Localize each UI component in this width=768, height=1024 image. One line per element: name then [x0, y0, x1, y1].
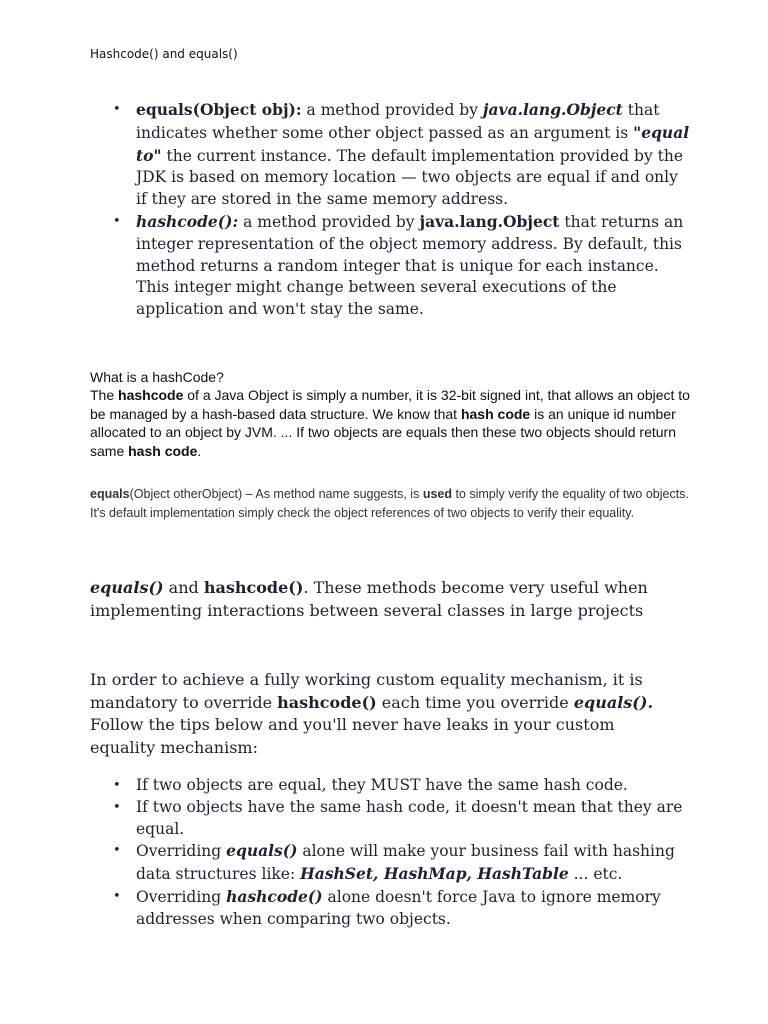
- keyword: hash code: [128, 442, 198, 459]
- text-span: that returns an integer representation of the object memory address. By default, this method returns a random integer that is unique for each instance. This integer might change between several executions of the application and won't stay the same.: [136, 212, 684, 319]
- hashcode-term: hashcode():: [136, 211, 239, 231]
- text-span: is an unique id number allocated to an object by JVM. ... If two objects are equals then these two objects should return same: [90, 405, 676, 459]
- tip-item: [91, 775, 691, 797]
- text-span: ... etc.: [568, 865, 623, 884]
- text-span: alone will make your business fail with hashing data structures like:: [136, 842, 675, 884]
- text-span: If two objects have the same hash code, it doesn't mean that they are equal.: [136, 797, 683, 838]
- keyword: equals: [90, 487, 130, 501]
- hashcode-explanation: [90, 386, 690, 460]
- text-span: the current instance. The default implementation provided by the JDK is based on memory location — two objects are equal if and only if they are stored in the same memory address.: [136, 146, 684, 209]
- class-names: HashSet, HashMap, HashTable: [300, 864, 569, 884]
- method-name: hashcode(): [277, 692, 377, 712]
- text-span: .: [197, 442, 202, 459]
- quote-text: "equal to": [136, 122, 690, 165]
- method-name: equals().: [573, 692, 654, 712]
- definitions-list: [91, 99, 691, 321]
- text-span: Overriding: [136, 842, 227, 861]
- text-span: alone doesn't force Java to ignore memory addresses when comparing two objects.: [136, 887, 661, 928]
- keyword: hash code: [460, 405, 531, 422]
- text-span: of a Java Object is simply a number, it is 32-bit signed int, that allows an object to be managed by a hash-based data structure. We know that: [90, 387, 690, 422]
- tips-list: [91, 775, 691, 931]
- text-span: to simply verify the equality of two objects. It's default implementation simply check the object references of two objects to verify their equality.: [90, 487, 689, 520]
- text-span: and: [163, 578, 204, 597]
- text-span: In order to achieve a fully working custom equality mechanism, it is mandatory to override: [90, 670, 643, 712]
- method-name: hashcode(): [226, 886, 323, 906]
- method-name: equals(): [90, 578, 164, 597]
- class-name: java.lang.Object: [419, 211, 560, 231]
- text-span: . These methods become very useful when implementing interactions between several classes in large projects: [90, 578, 648, 620]
- equals-term: equals(Object obj):: [136, 100, 302, 119]
- equality-mechanism-paragraph: [90, 669, 680, 759]
- text-span: (Object otherObject) – As method name suggests, is: [129, 487, 423, 501]
- text-span: that indicates whether some other object passed as an argument is: [136, 101, 660, 142]
- tip-item: [91, 886, 691, 931]
- text-span: each time you override: [376, 692, 574, 712]
- equals-explanation: [90, 485, 690, 522]
- class-name: java.lang.Object: [482, 100, 623, 119]
- hashcode-question-title: What is a hashCode?: [90, 369, 224, 385]
- list-item-equals: [91, 99, 691, 211]
- text-span: Overriding: [136, 887, 227, 906]
- method-name: hashcode(): [203, 578, 304, 597]
- text-span: a method provided by: [301, 101, 483, 119]
- text-span: a method provided by: [238, 212, 420, 231]
- methods-paragraph: [90, 577, 680, 622]
- text-span: If two objects are equal, they MUST have the same hash code.: [136, 776, 628, 794]
- keyword: hashcode: [118, 387, 184, 403]
- keyword: used: [422, 487, 452, 501]
- list-item-hashcode: [91, 211, 691, 321]
- text-span: The: [90, 387, 119, 403]
- tip-item: [91, 840, 691, 886]
- document-title: Hashcode() and equals(): [90, 47, 238, 61]
- tip-item: [91, 797, 691, 841]
- method-name: equals(): [226, 841, 298, 861]
- text-span: Follow the tips below and you'll never have leaks in your custom equality mechanism:: [90, 715, 615, 757]
